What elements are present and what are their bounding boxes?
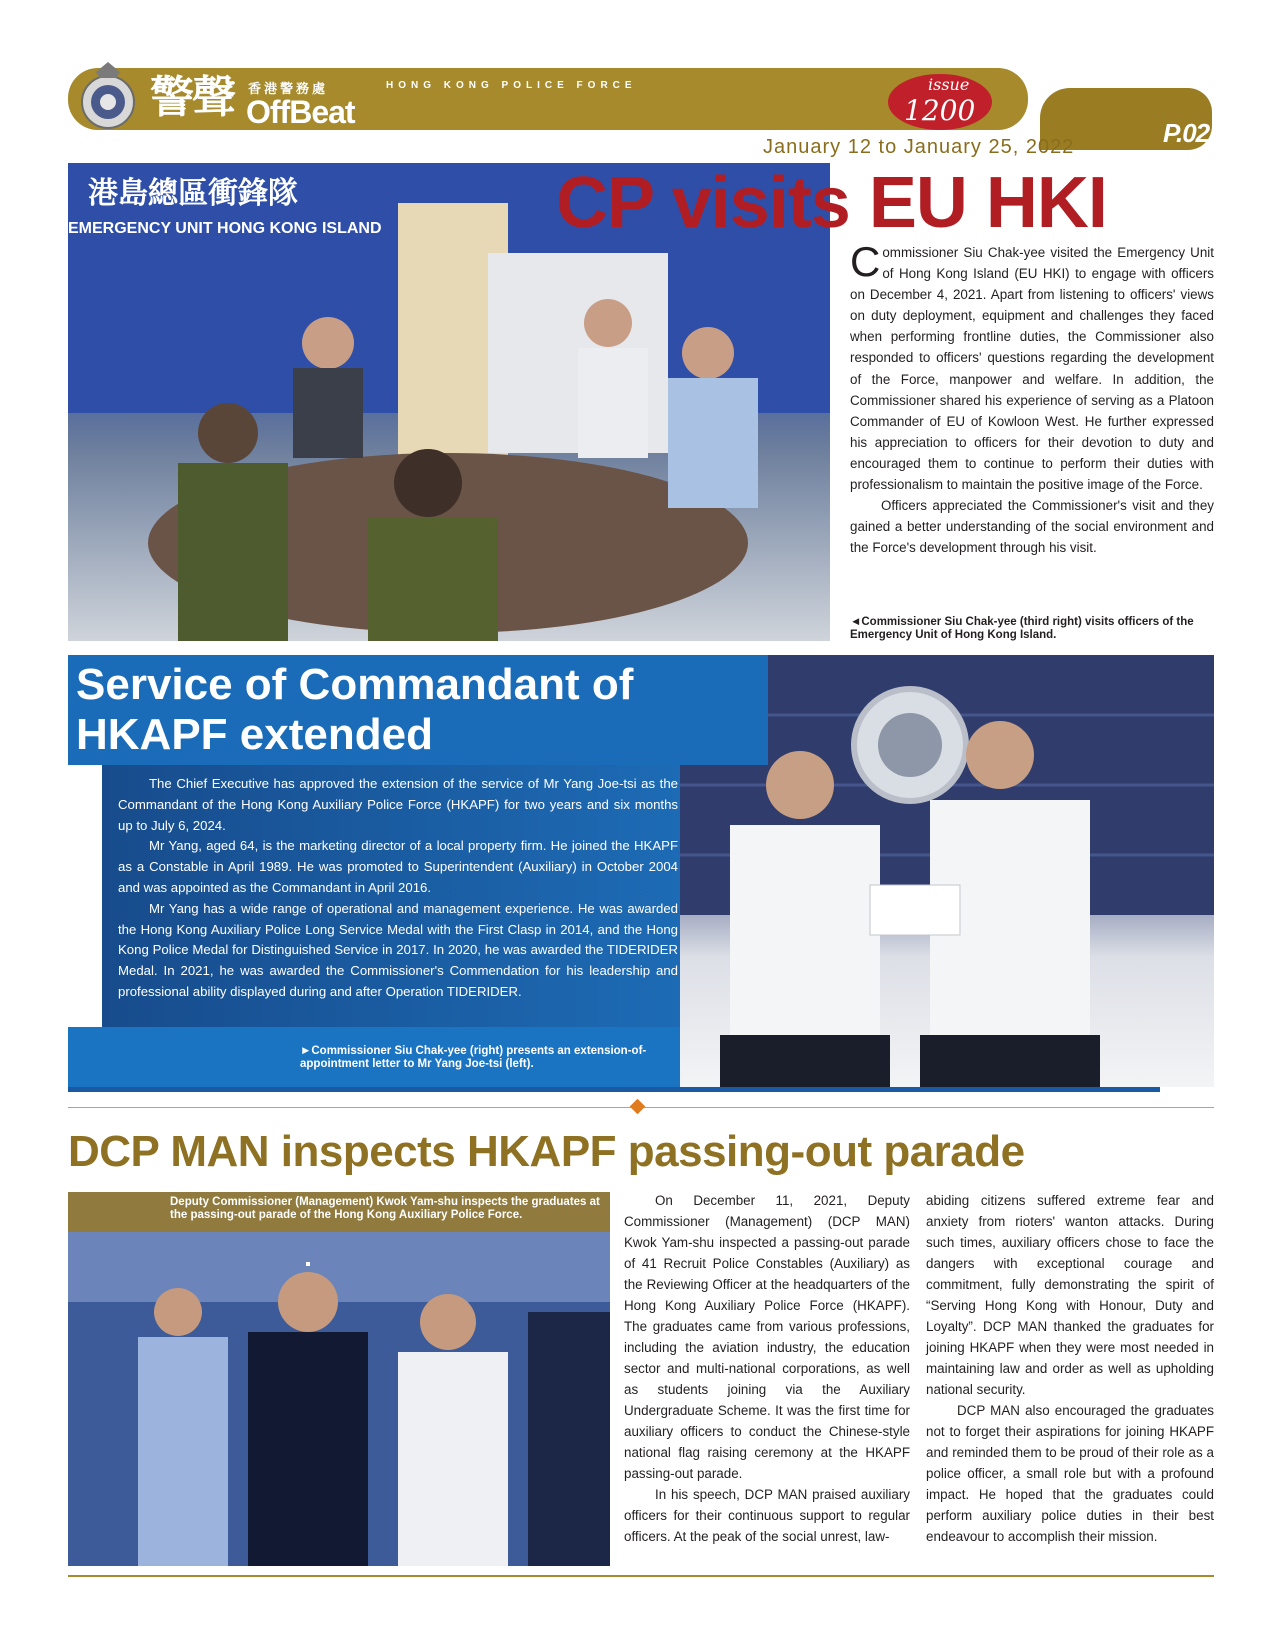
divider-diamond-icon [630, 1099, 646, 1115]
issue-label: issue [928, 75, 970, 94]
story1-body [850, 238, 1214, 558]
story1-caption: ◄Commissioner Siu Chak-yee (third right) visits officers of the Emergency Unit of Hong Kong Island. [850, 616, 1194, 641]
story2-para3: Mr Yang has a wide range of operational and management experience. He was awarded the Hong Kong Auxiliary Police Long Service Medal with the First Clasp in 2014, and the Hong Kong Police Medal for Distinguished Service in 2017. In 2020, he was awarded the TIDERIDER Medal. In 2021, he was awarded the Commissioner's Commendation for his leadership and professional ability displayed during and after Operation TIDERIDER. [118, 900, 678, 999]
police-crest-icon [78, 60, 138, 136]
issue-date: January 12 to January 25, 2022 [763, 136, 1075, 158]
story2-caption: ►Commissioner Siu Chak-yee (right) presents an extension-of-appointment letter to Mr Yang Joe-tsi (left). [300, 1045, 647, 1070]
logo-chinese: 警聲 [150, 72, 234, 123]
force-name: HONG KONG POLICE FORCE [386, 80, 637, 91]
story1-para1: ommissioner Siu Chak-yee visited the Emergency Unit of Hong Kong Island (EU HKI) to engage with officers on December 4, 2021. Apart from listening to officers' views on duty deployment, equipment and challenges they faced when performing frontline duties, the Commissioner also responded to officers' questions regarding the development of the Force, manpower and welfare. In addition, the Commissioner shared his experience of serving as a Platoon Commander of EU of Kowloon West. He further expressed his appreciation to officers for their devotion to duty and encouraged them to continue to perform their duties with professionalism to maintain the positive image of the Force. [850, 245, 1214, 493]
story3-para2a: In his speech, DCP MAN praised auxiliary officers for their continuous support to regular officers. At the peak of the social unrest, law- [624, 1487, 910, 1544]
story3-column-2 [926, 1190, 1214, 1547]
story3-column-1 [624, 1190, 910, 1547]
story2-para2: Mr Yang, aged 64, is the marketing director of a local property firm. He joined the HKAPF as a Constable in April 1989. He was promoted to Superintendent (Auxiliary) in October 2004 and was appointed as the Commandant in April 2016. [118, 838, 678, 895]
logo-small-chinese: 香港警務處 [248, 81, 329, 96]
story3-para2b: abiding citizens suffered extreme fear and anxiety from rioters' wanton attacks. During such times, auxiliary officers chose to face the dangers with exceptional courage and commitment, fully demonstrating the spirit of “Serving Hong Kong with Honour, Duty and Loyalty”. DCP MAN thanked the graduates for joining HKAPF when they were most needed in maintaining law and order as well as upholding national security. [926, 1193, 1214, 1397]
logo-english: OffBeat [246, 94, 355, 130]
headline-dcp-man: DCP MAN inspects HKAPF passing-out parade [68, 1127, 1025, 1176]
story1-para2: Officers appreciated the Commissioner's visit and they gained a better understanding of the social environment and the Force's development through his visit. [850, 498, 1214, 556]
story2-para1: The Chief Executive has approved the extension of the service of Mr Yang Joe-tsi as the Commandant of the Hong Kong Auxiliary Police Force (HKAPF) for two years and six months up to July 6, 2024. [118, 776, 678, 833]
dropcap: C [850, 238, 881, 285]
issue-badge [880, 64, 1000, 134]
sign-chinese: 港島總區衝鋒隊 [88, 176, 298, 211]
issue-number: 1200 [904, 94, 976, 127]
sign-english: EMERGENCY UNIT HONG KONG ISLAND [68, 220, 382, 237]
headline-commandant: Service of Commandant of HKAPF extended [76, 660, 634, 759]
story3-para3: DCP MAN also encouraged the graduates not to forget their aspirations for joining HKAPF and reminded them to be proud of their role as a police officer, a small role but with a profound impact. He hoped that the graduates could perform auxiliary police duties in their best endeavour to accomplish their mission. [926, 1403, 1214, 1544]
headline-cp-visits: CP visits EU HKI [556, 163, 1107, 243]
parade-photo [68, 1192, 610, 1566]
bottom-rule [68, 1575, 1214, 1577]
blue-rule [68, 1087, 1160, 1092]
story2-body [118, 774, 678, 1003]
story3-para1: On December 11, 2021, Deputy Commissioner (Management) (DCP MAN) Kwok Yam-shu inspected a passing-out parade of 41 Recruit Police Constables (Auxiliary) as the Reviewing Officer at the headquarters of the Hong Kong Auxiliary Police Force (HKAPF). The graduates came from various professions, including the aviation industry, the education sector and multi-national corporations, as well as students joining via the Auxiliary Undergraduate Scheme. It was the first time for auxiliary officers to conduct the Chinese-style national flag raising ceremony at the HKAPF passing-out parade. [624, 1193, 910, 1481]
page-number: P.02 [1163, 118, 1210, 148]
story3-caption: Deputy Commissioner (Management) Kwok Yam-shu inspects the graduates at the passing-out parade of the Hong Kong Auxiliary Police Force. [170, 1196, 600, 1221]
